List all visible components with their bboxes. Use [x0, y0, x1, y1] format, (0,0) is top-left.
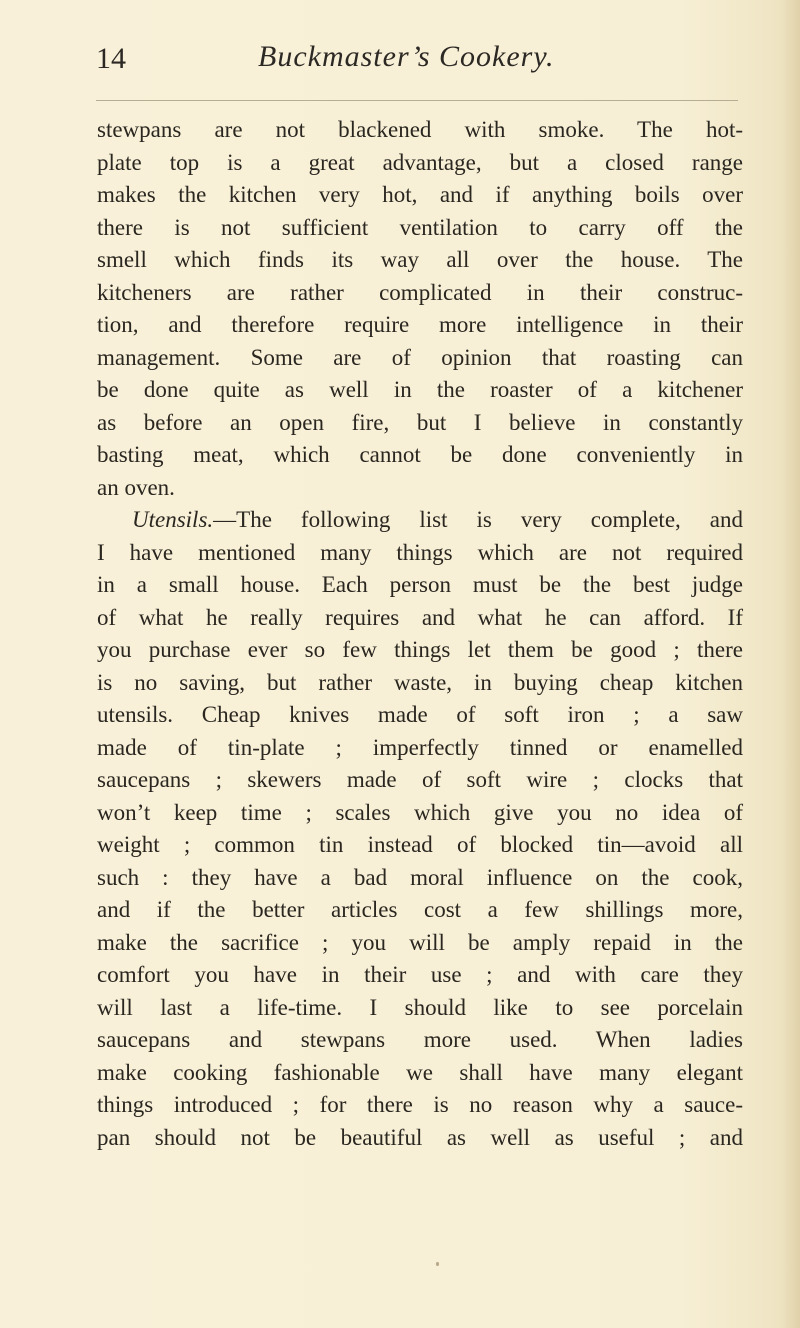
page-header	[96, 40, 746, 84]
text-line: make cooking fashionable we shall have many elegant	[97, 1059, 743, 1085]
running-title: Buckmaster’s Cookery.	[258, 40, 555, 73]
text-line: things introduced ; for there is no reason why a sauce-	[97, 1092, 743, 1117]
text-line: made of tin-plate ; imperfectly tinned or enamelled	[97, 734, 743, 760]
text-line: you purchase ever so few things let them be good ; there	[97, 637, 743, 662]
utensils-heading: Utensils.	[132, 507, 214, 532]
text-line: pan should not be beautiful as well as useful ; and	[97, 1124, 743, 1150]
header-rule	[96, 100, 738, 101]
text-line: utensils. Cheap knives made of soft iron ; a saw	[97, 702, 743, 727]
text-line: I have mentioned many things which are not required	[97, 539, 743, 565]
text-line: and if the better articles cost a few shillings more,	[97, 897, 743, 922]
utensils-first-line-text: —The following list is very complete, and	[213, 507, 743, 532]
text-line: basting meat, which cannot be done conveniently in	[97, 442, 743, 467]
page-edge-shadow	[782, 0, 800, 1328]
text-line: makes the kitchen very hot, and if anything boils over	[97, 182, 743, 207]
text-line: management. Some are of opinion that roasting can	[97, 344, 743, 370]
text-line: of what he really requires and what he can afford. If	[97, 604, 743, 630]
text-line: comfort you have in their use ; and with care they	[97, 962, 743, 987]
text-line: be done quite as well in the roaster of a kitchener	[97, 377, 743, 402]
text-line: saucepans ; skewers made of soft wire ; clocks that	[97, 767, 743, 792]
text-line: kitcheners are rather complicated in their construc-	[97, 279, 743, 305]
text-line: in a small house. Each person must be the best judge	[97, 572, 743, 597]
text-line: plate top is a great advantage, but a closed range	[97, 149, 743, 175]
paper-speck	[436, 1262, 439, 1266]
text-line: an oven.	[97, 474, 175, 500]
text-line: tion, and therefore require more intelligence in their	[97, 312, 743, 337]
text-line: there is not sufficient ventilation to carry off the	[97, 214, 743, 240]
text-line: as before an open fire, but I believe in constantly	[97, 409, 743, 435]
utensils-paragraph-first-line	[97, 504, 743, 537]
page-number: 14	[96, 42, 126, 75]
text-line: such : they have a bad moral influence on the cook,	[97, 864, 743, 890]
text-line: smell which finds its way all over the house. The	[97, 247, 743, 272]
body-text	[97, 114, 743, 1154]
text-line: will last a life-time. I should like to see porcelain	[97, 994, 743, 1020]
text-line: is no saving, but rather waste, in buying cheap kitchen	[97, 669, 743, 695]
text-line: make the sacrifice ; you will be amply repaid in the	[97, 929, 743, 955]
text-line: weight ; common tin instead of blocked tin—avoid all	[97, 832, 743, 857]
text-line: won’t keep time ; scales which give you no idea of	[97, 799, 743, 825]
text-line: stewpans are not blackened with smoke. The hot-	[97, 117, 743, 142]
text-line: saucepans and stewpans more used. When ladies	[97, 1027, 743, 1052]
